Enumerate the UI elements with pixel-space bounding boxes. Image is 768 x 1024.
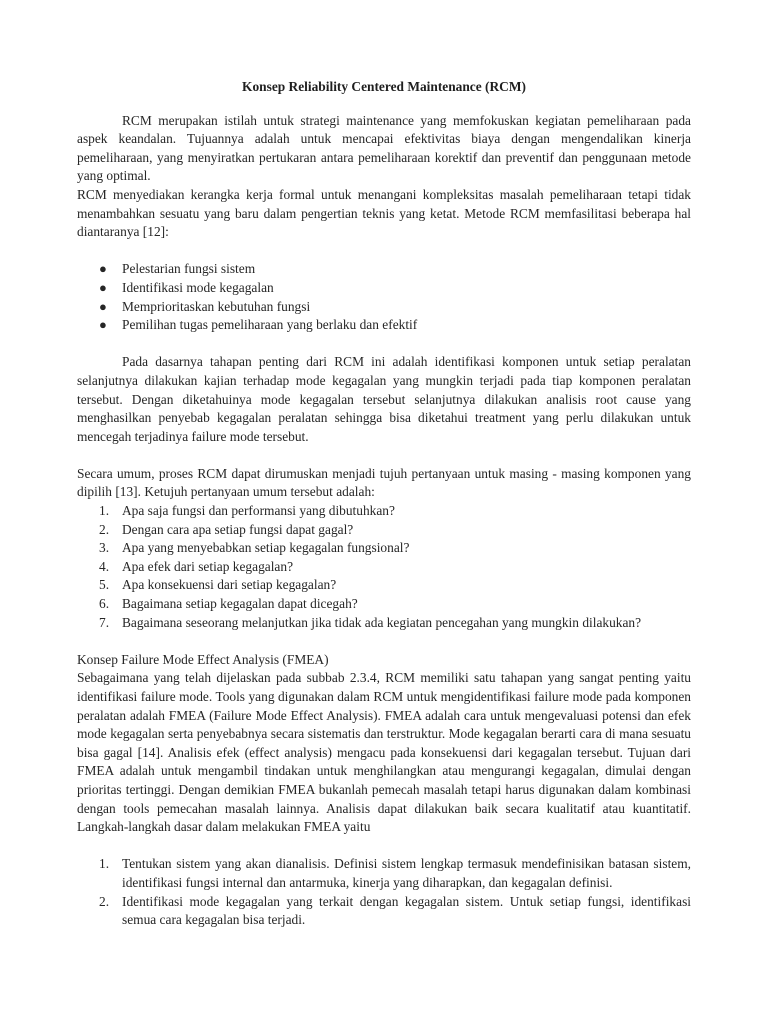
paragraph-rcm-definition: RCM merupakan istilah untuk strategi maintenance yang memfokuskan kegiatan pemeliharaan pada aspek keandalan. Tujuannya adalah untuk mencapai efektivitas biaya dengan mengendalikan kinerja pemeliharaan, yang menyiratkan pertukaran antara pemeliharaan korektif dan preventif dan penggunaan metode yang optimal.: [77, 112, 691, 184]
document-title: Konsep Reliability Centered Maintenance (RCM): [242, 79, 526, 94]
rcm-facilitation-list: [77, 260, 691, 334]
list-item: 1. Tentukan sistem yang akan dianalisis. Definisi sistem lengkap termasuk mendefinisikan batasan sistem, identifikasi fungsi internal dan antarmuka, kinerja yang diharapkan, dan kegagalan definisi.: [99, 856, 691, 890]
list-item: 2. Identifikasi mode kegagalan yang terkait dengan kegagalan sistem. Untuk setiap fungsi, identifikasi semua cara kegagalan bisa terjadi.: [99, 893, 691, 928]
list-item: 7. Bagaimana seseorang melanjutkan jika tidak ada kegiatan pencegahan yang mungkin dilakukan?: [99, 614, 642, 630]
paragraph-rcm-stages: Pada dasarnya tahapan penting dari RCM ini adalah identifikasi komponen untuk setiap peralatan selanjutnya dilakukan kajian terhadap mode kegagalan yang mungkin terjadi pada tiap komponen peralatan tersebut. Dengan diketahuinya mode kegagalan tersebut selanjutnya dilakukan analisis root cause yang menghasilkan penyebab kegagalan peralatan sehingga bisa diketahui treatment yang perlu dilakukan untuk mencegah terjadinya failure mode tersebut.: [77, 354, 691, 444]
bullet-icon: ●: [99, 261, 107, 277]
paragraph-fmea: Sebagaimana yang telah dijelaskan pada subbab 2.3.4, RCM memiliki satu tahapan yang sangat penting yaitu identifikasi failure mode. Tools yang digunakan dalam RCM untuk mengidentifikasi failure mode pada komponen peralatan adalah FMEA (Failure Mode Effect Analysis). FMEA adalah cara untuk mengevaluasi potensi dan efek mode kegagalan serta penyebabnya secara sistematis dan terstruktur. Mode kegagalan berarti cara di mana sesuatu bisa gagal [14]. Analisis efek (effect analysis) mengacu pada konsekuensi dari kegagalan tersebut. Tujuan dari FMEA adalah untuk mengambil tindakan untuk menghilangkan atau mengurangi kegagalan, dimulai dengan prioritas tertinggi. Dengan demikian FMEA bukanlah pemecah masalah tetapi harus digunakan dalam kombinasi dengan tools pemecahan masalah lainnya. Analisis dapat dilakukan baik secara kualitatif atau kuantitatif. Langkah-langkah dasar dalam melakukan FMEA yaitu: [77, 670, 691, 835]
list-item: ● Identifikasi mode kegagalan: [77, 279, 691, 298]
list-item: 6. Bagaimana setiap kegagalan dapat dicegah?: [99, 596, 358, 612]
paragraph-rcm-framework: RCM menyediakan kerangka kerja formal untuk menangani kompleksitas masalah pemeliharaan tetapi tidak menambahkan sesuatu yang baru dalam pengertian teknis yang ketat. Metode RCM memfasilitasi beberapa hal diantaranya [12]:: [77, 186, 691, 240]
list-item: 3. Apa yang menyebabkan setiap kegagalan fungsional?: [99, 540, 410, 556]
list-item: 2. Dengan cara apa setiap fungsi dapat gagal?: [99, 521, 354, 537]
bullet-icon: ●: [99, 317, 107, 333]
paragraph-seven-questions: Secara umum, proses RCM dapat dirumuskan menjadi tujuh pertanyaan untuk masing - masing komponen yang dipilih [13]. Ketujuh pertanyaan umum tersebut adalah:: [77, 465, 691, 500]
bullet-icon: ●: [99, 298, 107, 314]
list-item: 5. Apa konsekuensi dari setiap kegagalan?: [99, 577, 337, 593]
list-item: ● Memprioritaskan kebutuhan fungsi: [77, 298, 691, 317]
list-item: 1. Apa saja fungsi dan performansi yang dibutuhkan?: [99, 503, 395, 519]
list-item: ● Pelestarian fungsi sistem: [77, 260, 691, 279]
list-item: ● Pemilihan tugas pemeliharaan yang berlaku dan efektif: [77, 316, 691, 335]
list-item: 4. Apa efek dari setiap kegagalan?: [99, 558, 294, 574]
fmea-heading: Konsep Failure Mode Effect Analysis (FMEA): [77, 651, 329, 667]
bullet-icon: ●: [99, 279, 107, 295]
seven-questions-list: [77, 502, 691, 632]
fmea-steps-list: [77, 855, 691, 929]
